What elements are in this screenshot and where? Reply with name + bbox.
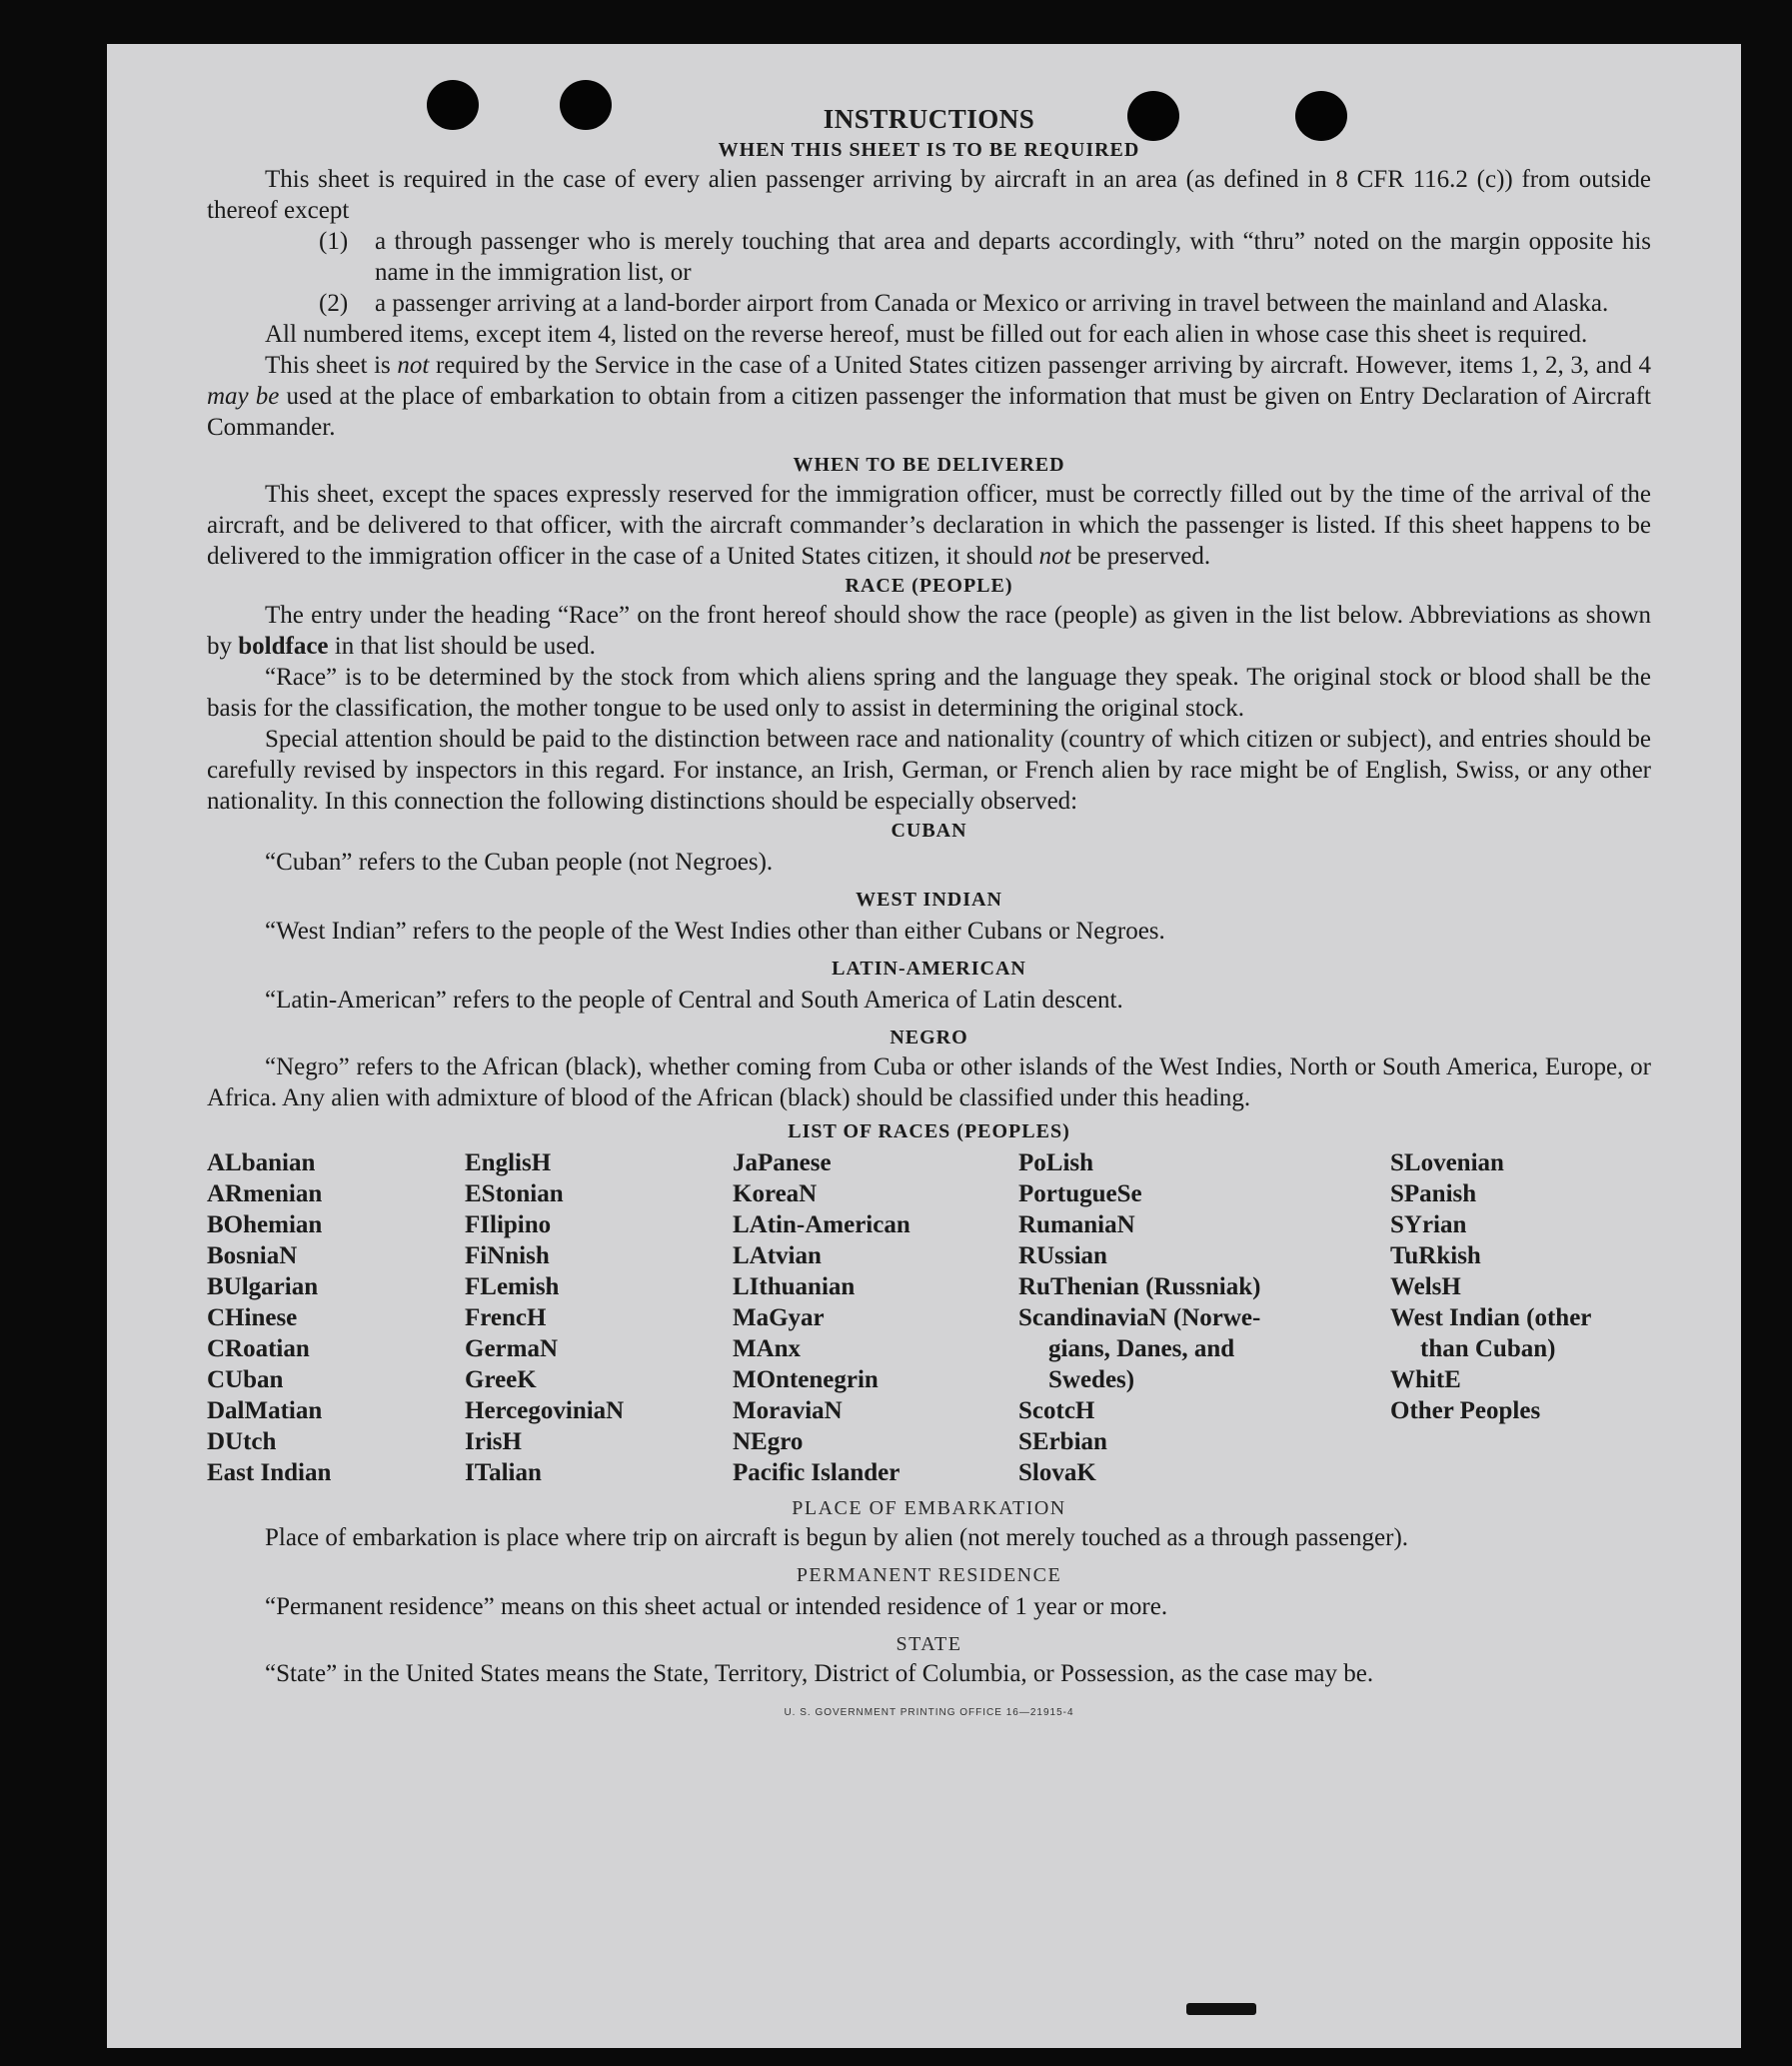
punch-hole-2 (560, 80, 612, 130)
residence-definition: “Permanent residence” means on this sheet actual or intended residence of 1 year or more. (265, 1593, 1168, 1620)
race-entry: RUssian (1018, 1242, 1107, 1269)
heading-state: STATE (896, 1633, 962, 1655)
race-entry: BUlgarian (207, 1273, 319, 1300)
heading-west-indian: WEST INDIAN (856, 889, 1002, 911)
exception-item-2 (319, 288, 1651, 319)
race-paragraph-3: Special attention should be paid to the distinction between race and nationality (country of which citizen or subject), and entries should be carefully revised by inspectors in this regard. For instance, an Irish, German, or French alien by race might be of English, Swiss, or any other nationality. In this connection the following distinctions should be especially observed: (207, 726, 1651, 815)
race-entry: EnglisH (465, 1149, 552, 1176)
printing-office-imprint: U. S. GOVERNMENT PRINTING OFFICE 16—21915-4 (784, 1707, 1074, 1718)
race-entry: RuThenian (Russniak) (1018, 1273, 1261, 1300)
negro-definition: “Negro” refers to the African (black), whether coming from Cuba or other islands of the West Indies, North or South America, Europe, or Africa. Any alien with admixture of blood of the African (black) should be classified under this heading. (207, 1053, 1651, 1111)
punch-hole-1 (427, 80, 479, 130)
race-entry: DUtch (207, 1428, 277, 1455)
required-intro: This sheet is required in the case of every alien passenger arriving by aircraft in an area (as defined in 8 CFR 116.2 (c)) from outside thereof except (207, 166, 1651, 224)
race-paragraph-2: “Race” is to be determined by the stock from which aliens spring and the language they speak. The original stock or blood shall be the basis for the classification, the mother tongue to be used only to assist in determining the original stock. (207, 664, 1651, 722)
west-indian-definition: “West Indian” refers to the people of the West Indies other than either Cubans or Negroes. (265, 918, 1165, 945)
ink-mark (1186, 2003, 1256, 2015)
race-column-3 (733, 1147, 1018, 1488)
race-column-2 (465, 1147, 733, 1488)
race-entry: GermaN (465, 1335, 559, 1362)
heading-when-delivered: WHEN TO BE DELIVERED (793, 454, 1065, 476)
race-entry: PortugueSe (1018, 1180, 1142, 1207)
exception-text: a through passenger who is merely touching that area and departs accordingly, with “thru” noted on the margin opposite his name in the immigration list, or (375, 228, 1651, 286)
race-entry: PoLish (1018, 1149, 1094, 1176)
race-entry: KoreaN (733, 1180, 818, 1207)
race-entry: East Indian (207, 1459, 332, 1486)
race-entry: CRoatian (207, 1335, 310, 1362)
race-entry: IrisH (465, 1428, 522, 1455)
race-entry: Pacific Islander (733, 1459, 900, 1486)
state-definition: “State” in the United States means the State, Territory, District of Columbia, or Possession, as the case may be. (265, 1660, 1374, 1687)
race-entry: WhitE (1390, 1366, 1461, 1393)
exception-item-1 (319, 226, 1651, 288)
race-entry: SYrian (1390, 1211, 1467, 1238)
race-entry: JaPanese (733, 1149, 832, 1176)
race-entry: ITalian (465, 1459, 542, 1486)
race-entry: EStonian (465, 1180, 564, 1207)
latin-american-definition: “Latin-American” refers to the people of Central and South America of Latin descent. (265, 987, 1123, 1014)
race-entry: Other Peoples (1390, 1397, 1541, 1424)
race-entry: WelsH (1390, 1273, 1461, 1300)
race-entry: MAnx (733, 1335, 802, 1362)
race-column-1 (207, 1147, 465, 1488)
race-entry: SErbian (1018, 1428, 1107, 1455)
citizen-paragraph: This sheet is not required by the Service in the case of a United States citizen passenger arriving by aircraft. However, items 1, 2, 3, and 4 may be used at the place of embarkation to obtain from a citizen passenger the information that must be given on Entry Declaration of Aircraft Commander. (207, 352, 1652, 441)
race-entry: NEgro (733, 1428, 804, 1455)
punch-hole-3 (1127, 91, 1179, 141)
race-entry: GreeK (465, 1366, 537, 1393)
race-entry: BOhemian (207, 1211, 323, 1238)
heading-list-of-races: LIST OF RACES (PEOPLES) (788, 1120, 1070, 1142)
race-entry: SlovaK (1018, 1459, 1096, 1486)
heading-latin-american: LATIN-AMERICAN (832, 958, 1026, 980)
heading-place-of-embarkation: PLACE OF EMBARKATION (792, 1497, 1066, 1519)
race-entry: ScandinaviaN (Norwe- (1018, 1304, 1261, 1331)
race-entry: West Indian (other (1390, 1304, 1592, 1331)
race-entry: MOntenegrin (733, 1366, 879, 1393)
race-entry: LIthuanian (733, 1273, 856, 1300)
heading-when-required: WHEN THIS SHEET IS TO BE REQUIRED (718, 139, 1140, 161)
exception-number: (2) (319, 290, 349, 317)
heading-race: RACE (PEOPLE) (845, 575, 1013, 597)
delivered-paragraph: This sheet, except the spaces expressly reserved for the immigration officer, must be correctly filled out by the time of the arrival of the aircraft, and be delivered to that officer, with the aircraft commander’s declaration in which the passenger is listed. If this sheet happens to be delivered to the immigration officer in the case of a United States citizen, it should not be preserved. (207, 481, 1651, 570)
race-entry: CHinese (207, 1304, 298, 1331)
race-column-4 (1018, 1147, 1390, 1488)
race-entry: ARmenian (207, 1180, 323, 1207)
race-entry: SPanish (1390, 1180, 1477, 1207)
numbered-items-text: All numbered items, except item 4, listed on the reverse hereof, must be filled out for each alien in whose case this sheet is required. (265, 321, 1588, 348)
page-title: INSTRUCTIONS (823, 104, 1035, 134)
race-entry: CUban (207, 1366, 284, 1393)
cuban-definition: “Cuban” refers to the Cuban people (not Negroes). (265, 849, 774, 876)
race-entry-continued: than Cuban) (1420, 1335, 1556, 1362)
race-list (207, 1147, 1651, 1488)
race-entry: HercegoviniaN (465, 1397, 625, 1424)
race-entry: ScotcH (1018, 1397, 1095, 1424)
exception-number: (1) (319, 228, 349, 255)
race-entry: FIlipino (465, 1211, 552, 1238)
race-entry: LAtin-American (733, 1211, 910, 1238)
race-entry: SLovenian (1390, 1149, 1504, 1176)
race-entry: BosniaN (207, 1242, 298, 1269)
race-entry-continued: Swedes) (1048, 1366, 1135, 1393)
race-entry: DalMatian (207, 1397, 323, 1424)
race-column-5 (1390, 1147, 1650, 1488)
punch-hole-4 (1295, 91, 1347, 141)
race-entry: ALbanian (207, 1149, 316, 1176)
heading-cuban: CUBAN (891, 820, 967, 842)
race-entry: FiNnish (465, 1242, 550, 1269)
document-sheet (107, 44, 1741, 2048)
race-entry-continued: gians, Danes, and (1048, 1335, 1235, 1362)
embarkation-definition: Place of embarkation is place where trip on aircraft is begun by alien (not merely touched as a through passenger). (265, 1524, 1409, 1551)
race-paragraph-1: The entry under the heading “Race” on the front hereof should show the race (people) as given in the list below. Abbreviations as shown by boldface in that list should be used. (207, 602, 1651, 660)
exception-text: a passenger arriving at a land-border airport from Canada or Mexico or arriving in travel between the mainland and Alaska. (375, 290, 1609, 317)
race-entry: MaGyar (733, 1304, 825, 1331)
race-entry: TuRkish (1390, 1242, 1481, 1269)
race-entry: RumaniaN (1018, 1211, 1135, 1238)
heading-negro: NEGRO (890, 1027, 968, 1048)
race-entry: FLemish (465, 1273, 560, 1300)
race-entry: FrencH (465, 1304, 547, 1331)
race-entry: LAtvian (733, 1242, 822, 1269)
heading-permanent-residence: PERMANENT RESIDENCE (796, 1564, 1062, 1586)
race-entry: MoraviaN (733, 1397, 843, 1424)
